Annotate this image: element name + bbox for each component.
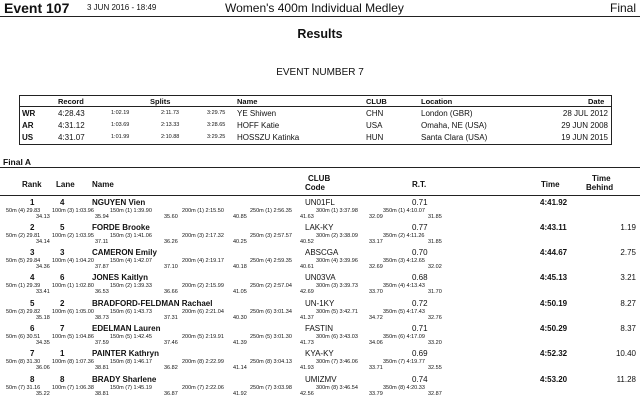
athlete-time: 4:53.20 (540, 375, 568, 384)
lap-time: 31.85 (428, 239, 442, 245)
split-time: 100m (5) 1:04.86 (52, 334, 94, 340)
lap-time: 37.46 (164, 340, 178, 346)
record-split: 1:01.99 (111, 134, 130, 140)
split-time: 200m (7) 2:22.06 (182, 385, 224, 391)
results-heading: Results (297, 27, 343, 41)
record-split: 3:29.25 (207, 134, 226, 140)
athlete-reaction-time: 0.71 (412, 198, 428, 207)
column-lane: Lane (56, 180, 75, 189)
lap-time: 35.94 (95, 214, 109, 220)
lap-time: 35.60 (164, 214, 178, 220)
split-time: 100m (6) 1:05.00 (52, 309, 94, 315)
split-time: 200m (3) 2:17.32 (182, 233, 224, 239)
athlete-rank: 3 (30, 248, 35, 257)
athlete-club: UN01FL (305, 198, 335, 207)
lap-time: 33.70 (369, 289, 383, 295)
lap-time: 32.02 (428, 264, 442, 270)
athlete-main-line (0, 273, 640, 283)
split-time: 300m (5) 3:42.71 (316, 309, 358, 315)
lap-time: 37.11 (95, 239, 109, 245)
record-split: 3:28.65 (207, 122, 226, 128)
split-time: 250m (3) 2:57.57 (250, 233, 292, 239)
split-time: 250m (4) 2:59.35 (250, 258, 292, 264)
athlete-name: EDELMAN Lauren (92, 324, 161, 333)
split-time: 350m (7) 4:19.77 (383, 359, 425, 365)
lap-time: 41.05 (233, 289, 247, 295)
athlete-main-line (0, 375, 640, 385)
column-club: CLUB (308, 174, 331, 183)
results-divider (0, 195, 640, 196)
split-time: 100m (4) 1:04.20 (52, 258, 94, 264)
athlete-reaction-time: 0.71 (412, 324, 428, 333)
lap-time: 31.85 (428, 214, 442, 220)
column-rank: Rank (22, 180, 42, 189)
lap-time: 38.81 (95, 365, 109, 371)
athlete-time: 4:43.11 (540, 223, 567, 232)
record-split: 2:13.33 (161, 122, 180, 128)
lap-time: 34.14 (36, 239, 50, 245)
athlete-name: JONES Kaitlyn (92, 273, 149, 282)
lap-time: 38.81 (95, 391, 109, 397)
split-time: 250m (2) 2:57.04 (250, 283, 292, 289)
lap-time: 34.13 (36, 214, 50, 220)
athlete-rank: 1 (30, 198, 35, 207)
final-label: Final A (3, 157, 32, 167)
split-time: 250m (1) 2:56.35 (250, 208, 292, 214)
lap-time: 40.30 (233, 315, 247, 321)
split-time: 350m (3) 4:12.65 (383, 258, 425, 264)
athlete-time-behind: 1.19 (620, 223, 636, 232)
athlete-lap-times (0, 391, 640, 399)
lap-time: 42.56 (300, 391, 314, 397)
split-time: 300m (4) 3:39.96 (316, 258, 358, 264)
athlete-name: NGUYEN Vien (92, 198, 146, 207)
split-time: 250m (5) 3:01.30 (250, 334, 292, 340)
athlete-lap-times (0, 365, 640, 373)
split-time: 300m (2) 3:38.09 (316, 233, 358, 239)
split-time: 50m (3) 29.82 (6, 309, 41, 315)
athlete-lane: 5 (60, 223, 65, 232)
lap-time: 35.22 (36, 391, 50, 397)
athlete-reaction-time: 0.70 (412, 248, 428, 257)
split-time: 50m (8) 31.30 (6, 359, 41, 365)
athlete-time-behind: 8.27 (620, 299, 636, 308)
records-header-club: CLUB (366, 97, 387, 106)
athlete-club: UN-1KY (305, 299, 335, 308)
split-time: 300m (6) 3:43.03 (316, 334, 358, 340)
record-date: 19 JUN 2015 (561, 133, 608, 142)
split-time: 200m (8) 2:22.99 (182, 359, 224, 365)
record-split: 1:03.69 (111, 122, 130, 128)
split-time: 150m (6) 1:43.73 (110, 309, 152, 315)
column-code: Code (305, 183, 325, 192)
event-name: Women's 400m Individual Medley (225, 1, 404, 15)
split-time: 200m (2) 2:15.99 (182, 283, 224, 289)
athlete-lane: 1 (60, 349, 65, 358)
lap-time: 37.59 (95, 340, 109, 346)
athlete-row (0, 198, 640, 222)
split-time: 350m (2) 4:11.26 (383, 233, 425, 239)
lap-time: 33.79 (369, 391, 383, 397)
split-time: 150m (7) 1:45.19 (110, 385, 152, 391)
event-date: 3 JUN 2016 - 18:49 (87, 3, 157, 12)
lap-time: 34.35 (36, 340, 50, 346)
athlete-main-line (0, 299, 640, 309)
lap-time: 33.20 (428, 340, 442, 346)
athlete-time: 4:44.67 (540, 248, 568, 257)
split-time: 50m (1) 29.39 (6, 283, 41, 289)
lap-time: 32.09 (369, 214, 383, 220)
split-time: 350m (6) 4:17.09 (383, 334, 425, 340)
records-header-divider (20, 106, 611, 107)
lap-time: 41.37 (300, 315, 314, 321)
split-time: 100m (7) 1:06.38 (52, 385, 94, 391)
split-time: 150m (1) 1:39.90 (110, 208, 152, 214)
split-time: 100m (2) 1:03.95 (52, 233, 94, 239)
record-type: WR (22, 109, 36, 118)
lap-time: 40.52 (300, 239, 314, 245)
lap-time: 40.25 (233, 239, 247, 245)
split-time: 300m (7) 3:46.06 (316, 359, 358, 365)
record-split: 3:29.75 (207, 110, 226, 116)
record-club: CHN (366, 109, 384, 118)
record-club: USA (366, 121, 383, 130)
split-time: 50m (5) 29.84 (6, 258, 41, 264)
lap-time: 38.73 (95, 315, 109, 321)
lap-time: 36.26 (164, 239, 178, 245)
split-time: 150m (3) 1:41.06 (110, 233, 152, 239)
athlete-lap-times (0, 264, 640, 272)
athlete-reaction-time: 0.72 (412, 299, 428, 308)
lap-time: 41.39 (233, 340, 247, 346)
records-header-location: Location (421, 97, 453, 106)
results-column-header (0, 167, 640, 192)
records-header-splits: Splits (150, 97, 171, 106)
split-time: 200m (5) 2:19.91 (182, 334, 224, 340)
split-time: 250m (6) 3:01.34 (250, 309, 292, 315)
column-name: Name (92, 180, 114, 189)
athlete-club: UMIZMV (305, 375, 337, 384)
athlete-main-line (0, 223, 640, 233)
split-time: 300m (3) 3:39.73 (316, 283, 358, 289)
split-time: 150m (4) 1:42.07 (110, 258, 152, 264)
record-date: 29 JUN 2008 (561, 121, 608, 130)
split-time: 50m (2) 29.81 (6, 233, 41, 239)
athlete-time: 4:50.29 (540, 324, 568, 333)
record-split: 2:10.88 (161, 134, 180, 140)
athlete-lap-times (0, 289, 640, 297)
athlete-reaction-time: 0.68 (412, 273, 428, 282)
record-split: 1:02.19 (111, 110, 130, 116)
lap-time: 36.87 (164, 391, 178, 397)
athlete-main-line (0, 198, 640, 208)
record-time: 4:31.12 (58, 121, 85, 130)
lap-time: 34.06 (369, 340, 383, 346)
athlete-row (0, 375, 640, 399)
lap-time: 41.92 (233, 391, 247, 397)
athlete-reaction-time: 0.74 (412, 375, 428, 384)
split-time: 250m (7) 3:03.98 (250, 385, 292, 391)
column-behind-2: Behind (586, 183, 614, 192)
split-time: 350m (5) 4:17.43 (383, 309, 425, 315)
record-split: 2:11.73 (161, 110, 179, 116)
athlete-lane: 4 (60, 198, 65, 207)
athlete-club: ABSCGA (305, 248, 339, 257)
lap-time: 37.31 (164, 315, 178, 321)
record-type: US (22, 133, 34, 142)
athlete-club: KYA-KY (305, 349, 334, 358)
athlete-reaction-time: 0.69 (412, 349, 428, 358)
athlete-time-behind: 8.37 (620, 324, 636, 333)
records-header-date: Date (588, 97, 605, 106)
split-time: 300m (8) 3:46.54 (316, 385, 358, 391)
record-type: AR (22, 121, 34, 130)
athlete-main-line (0, 349, 640, 359)
record-club: HUN (366, 133, 384, 142)
lap-time: 35.18 (36, 315, 50, 321)
record-holder: YE Shiwen (237, 109, 277, 118)
lap-time: 42.69 (300, 289, 314, 295)
column-rt: R.T. (412, 180, 427, 189)
record-holder: HOFF Katie (237, 121, 280, 130)
lap-time: 41.93 (300, 365, 314, 371)
athlete-name: CAMERON Emily (92, 248, 157, 257)
athlete-club: FASTIN (305, 324, 334, 333)
record-time: 4:28.43 (58, 109, 85, 118)
athlete-lane: 8 (60, 375, 65, 384)
lap-time: 41.63 (300, 214, 314, 220)
split-time: 150m (8) 1:46.17 (110, 359, 152, 365)
record-location: London (GBR) (421, 109, 473, 118)
split-time: 200m (1) 2:15.50 (182, 208, 224, 214)
split-time: 50m (7) 31.16 (6, 385, 41, 391)
lap-time: 41.73 (300, 340, 314, 346)
split-time: 200m (6) 2:21.04 (182, 309, 224, 315)
athlete-time-behind: 2.75 (620, 248, 636, 257)
athlete-lap-times (0, 315, 640, 323)
split-time: 50m (4) 29.83 (6, 208, 41, 214)
record-holder: HOSSZU Katinka (237, 133, 300, 142)
records-header-name: Name (237, 97, 258, 106)
lap-time: 32.69 (369, 264, 383, 270)
lap-time: 37.87 (95, 264, 109, 270)
athlete-rank: 2 (30, 223, 35, 232)
athlete-row (0, 324, 640, 348)
split-time: 300m (1) 3:37.98 (316, 208, 358, 214)
athlete-name: FORDE Brooke (92, 223, 150, 232)
athlete-rank: 4 (30, 273, 35, 282)
event-number: EVENT NUMBER 7 (276, 67, 364, 78)
athlete-time: 4:50.19 (540, 299, 568, 308)
athlete-name: BRADY Sharlene (92, 375, 157, 384)
athlete-time-behind: 3.21 (620, 273, 636, 282)
split-time: 200m (4) 2:19.17 (182, 258, 224, 264)
split-time: 250m (8) 3:04.13 (250, 359, 292, 365)
lap-time: 36.53 (95, 289, 109, 295)
lap-time: 32.76 (428, 315, 442, 321)
lap-time: 41.14 (233, 365, 247, 371)
lap-time: 36.06 (36, 365, 50, 371)
athlete-rank: 7 (30, 349, 35, 358)
split-time: 100m (3) 1:03.96 (52, 208, 94, 214)
lap-time: 32.87 (428, 391, 442, 397)
athlete-lap-times (0, 340, 640, 348)
athlete-row (0, 248, 640, 272)
athlete-rank: 8 (30, 375, 35, 384)
athlete-row (0, 299, 640, 323)
athlete-time: 4:45.13 (540, 273, 568, 282)
athlete-club: UN03VA (305, 273, 336, 282)
record-row (20, 132, 611, 144)
record-time: 4:31.07 (58, 133, 85, 142)
records-header-record: Record (58, 97, 84, 106)
column-behind-1: Time (592, 174, 611, 183)
lap-time: 37.10 (164, 264, 178, 270)
athlete-lane: 6 (60, 273, 65, 282)
athlete-lane: 7 (60, 324, 65, 333)
lap-time: 40.61 (300, 264, 314, 270)
athlete-lane: 2 (60, 299, 65, 308)
split-time: 350m (1) 4:10.07 (383, 208, 425, 214)
lap-time: 34.72 (369, 315, 383, 321)
athlete-lap-times (0, 239, 640, 247)
split-time: 350m (8) 4:20.33 (383, 385, 425, 391)
lap-time: 40.85 (233, 214, 247, 220)
lap-time: 36.82 (164, 365, 178, 371)
page-header (0, 0, 640, 17)
lap-time: 33.71 (369, 365, 383, 371)
lap-time: 34.36 (36, 264, 50, 270)
records-table (19, 95, 612, 145)
split-time: 50m (6) 30.51 (6, 334, 41, 340)
athlete-lane: 3 (60, 248, 65, 257)
record-location: Omaha, NE (USA) (421, 121, 487, 130)
column-time: Time (541, 180, 560, 189)
athlete-name: PAINTER Kathryn (92, 349, 159, 358)
split-time: 150m (2) 1:39.33 (110, 283, 152, 289)
record-date: 28 JUL 2012 (562, 109, 608, 118)
record-location: Santa Clara (USA) (421, 133, 488, 142)
athlete-row (0, 349, 640, 373)
lap-time: 31.70 (428, 289, 442, 295)
athlete-time: 4:41.92 (540, 198, 568, 207)
athlete-time-behind: 11.28 (616, 375, 636, 384)
athlete-rank: 6 (30, 324, 35, 333)
athlete-row (0, 223, 640, 247)
split-time: 150m (5) 1:42.45 (110, 334, 152, 340)
split-time: 350m (4) 4:13.43 (383, 283, 425, 289)
athlete-time: 4:52.32 (540, 349, 568, 358)
athlete-main-line (0, 248, 640, 258)
lap-time: 32.55 (428, 365, 442, 371)
athlete-main-line (0, 324, 640, 334)
record-row (20, 108, 611, 120)
lap-time: 33.17 (369, 239, 383, 245)
split-time: 100m (8) 1:07.36 (52, 359, 94, 365)
athlete-club: LAK-KY (305, 223, 334, 232)
lap-time: 36.66 (164, 289, 178, 295)
athlete-rank: 5 (30, 299, 35, 308)
athlete-name: BRADFORD-FELDMAN Rachael (92, 299, 213, 308)
athlete-time-behind: 10.40 (615, 349, 636, 358)
event-title: Event 107 (4, 0, 70, 16)
athlete-reaction-time: 0.77 (412, 223, 428, 232)
event-round: Final (609, 1, 636, 15)
athlete-row (0, 273, 640, 297)
record-row (20, 120, 611, 132)
lap-time: 40.18 (233, 264, 247, 270)
split-time: 100m (1) 1:02.80 (52, 283, 94, 289)
athlete-lap-times (0, 214, 640, 222)
lap-time: 33.41 (36, 289, 50, 295)
